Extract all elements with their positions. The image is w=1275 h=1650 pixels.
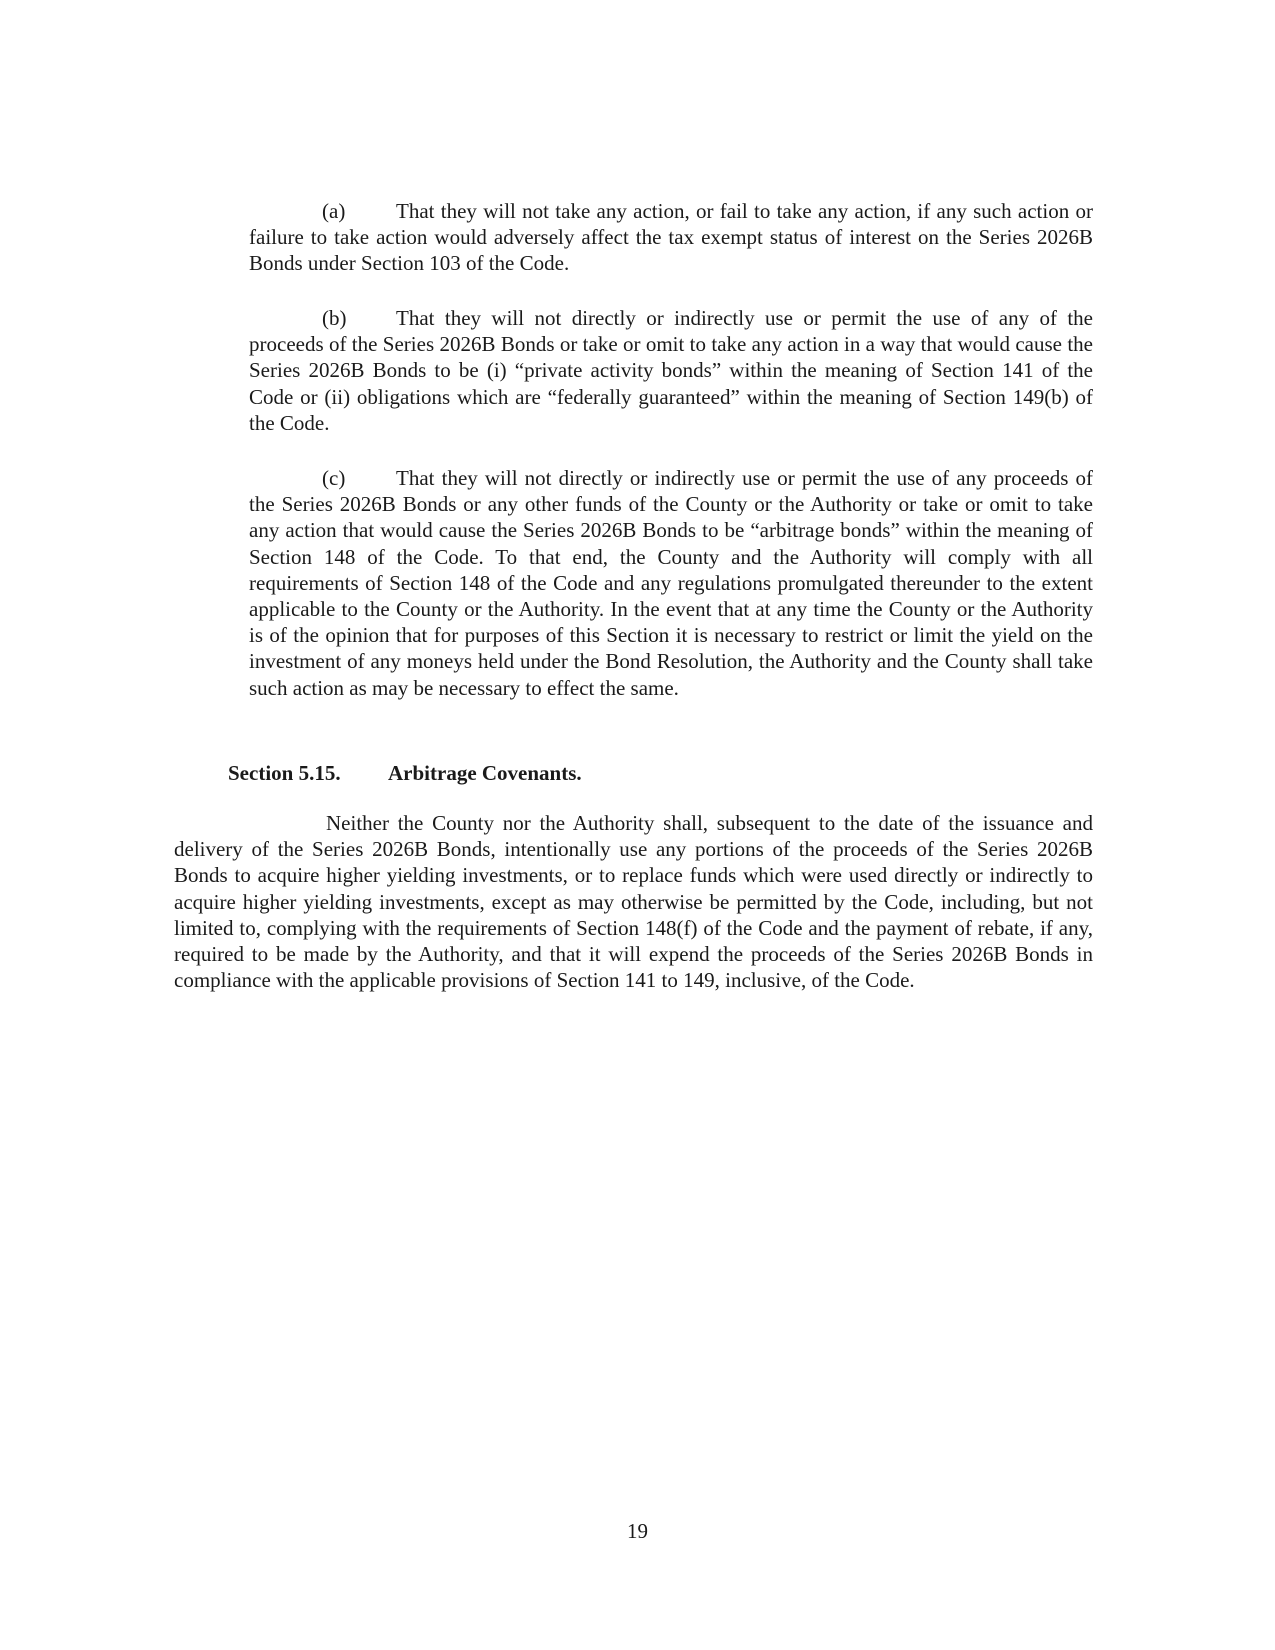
section-body: Neither the County nor the Authority shall, subsequent to the date of the issuance and delivery of the Series 2026B Bonds, intentionally use any portions of the proceeds of the Series 2026B Bonds to acquire higher yielding investments, or to replace funds which were used directly or indirectly to acquire higher yielding investments, except as may otherwise be permitted by the Code, including, but not limited to, complying with the requirements of Section 148(f) of the Code and the payment of rebate, if any, required to be made by the Authority, and that it will expend the proceeds of the Series 2026B Bonds in compliance with the applicable provisions of Section 141 to 149, inclusive, of the Code. [174, 811, 1093, 993]
paragraph-b-text: That they will not directly or indirectly use or permit the use of any of the proceeds of the Series 2026B Bonds or take or omit to take any action in a way that would cause the Series 2026B Bonds to be (i) “private activity bonds” within the meaning of Section 141 of the Code or (ii) obligations which are “federally guaranteed” within the meaning of Section 149(b) of the Code. [249, 306, 1093, 435]
paragraph-b [249, 305, 1093, 436]
paragraph-b-label: (b) [322, 306, 347, 330]
paragraph-c-label: (c) [322, 466, 346, 490]
paragraph-a-text: That they will not take any action, or fail to take any action, if any such action or failure to take action would adversely affect the tax exempt status of interest on the Series 2026B Bonds under Section 103 of the Code. [249, 199, 1093, 276]
paragraph-a [249, 198, 1093, 277]
paragraph-c-text: That they will not directly or indirectly use or permit the use of any proceeds of the Series 2026B Bonds or any other funds of the County or the Authority or take or omit to take any action that would cause the Series 2026B Bonds to be “arbitrage bonds” within the meaning of Section 148 of the Code. To that end, the County and the Authority will comply with all requirements of Section 148 of the Code and any regulations promulgated thereunder to the extent applicable to the County or the Authority. In the event that at any time the County or the Authority is of the opinion that for purposes of this Section it is necessary to restrict or limit the yield on the investment of any moneys held under the Bond Resolution, the Authority and the County shall take such action as may be necessary to effect the same. [249, 466, 1093, 700]
section-title: Arbitrage Covenants. [388, 761, 582, 785]
section-number: Section 5.15. [228, 761, 341, 785]
page-number: 19 [627, 1519, 648, 1543]
paragraph-a-label: (a) [322, 199, 346, 223]
paragraph-c [249, 465, 1093, 701]
section-heading [228, 760, 582, 786]
